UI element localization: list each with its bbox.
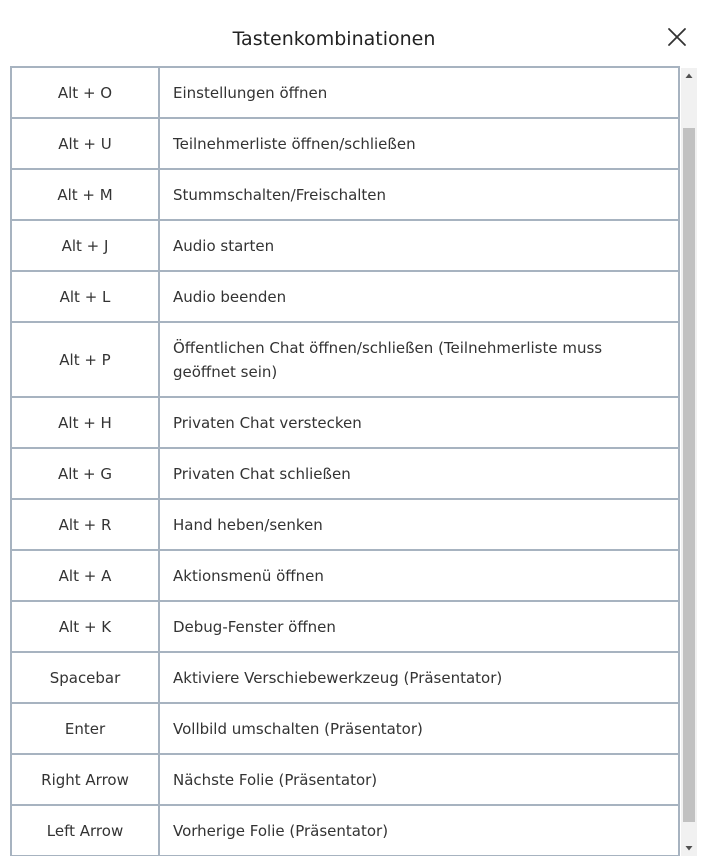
shortcut-function: Aktionsmenü öffnen [159,550,679,601]
shortcut-key: Alt + L [11,271,159,322]
shortcut-key: Alt + O [11,67,159,118]
scroll-thumb[interactable] [683,128,695,822]
shortcut-key: Spacebar [11,652,159,703]
table-row [11,550,679,601]
table-row [11,397,679,448]
table-row [11,220,679,271]
shortcut-key: Right Arrow [11,754,159,805]
scrollbar[interactable] [681,68,697,856]
shortcut-function: Teilnehmerliste öffnen/schließen [159,118,679,169]
shortcut-function: Audio beenden [159,271,679,322]
table-row [11,271,679,322]
scroll-down-button[interactable] [681,840,697,856]
table-row [11,652,679,703]
shortcut-key: Alt + P [11,322,159,397]
table-row [11,601,679,652]
table-row [11,448,679,499]
table-row [11,322,679,397]
shortcut-function: Debug-Fenster öffnen [159,601,679,652]
shortcut-function: Einstellungen öffnen [159,67,679,118]
shortcut-function: Hand heben/senken [159,499,679,550]
shortcut-function: Audio starten [159,220,679,271]
shortcut-key: Alt + A [11,550,159,601]
shortcut-key: Alt + J [11,220,159,271]
table-row [11,67,679,118]
shortcut-function: Vorherige Folie (Präsentator) [159,805,679,856]
shortcuts-table-viewport [10,66,680,856]
table-row [11,754,679,805]
modal-title: Tastenkombinationen [232,28,436,50]
shortcut-key: Left Arrow [11,805,159,856]
shortcut-key: Alt + G [11,448,159,499]
shortcut-function: Nächste Folie (Präsentator) [159,754,679,805]
shortcut-key: Alt + M [11,169,159,220]
table-row [11,118,679,169]
shortcut-function: Aktiviere Verschiebewerkzeug (Präsentator) [159,652,679,703]
shortcuts-table [10,66,680,856]
shortcut-key: Alt + R [11,499,159,550]
table-row [11,499,679,550]
triangle-up-icon [681,68,697,84]
shortcut-function: Vollbild umschalten (Präsentator) [159,703,679,754]
scroll-up-button[interactable] [681,68,697,84]
close-button[interactable] [664,24,690,50]
shortcut-key: Alt + H [11,397,159,448]
shortcut-function: Stummschalten/Freischalten [159,169,679,220]
close-icon [664,24,690,50]
shortcut-key: Enter [11,703,159,754]
table-row [11,703,679,754]
triangle-down-icon [681,840,697,856]
shortcut-function: Öffentlichen Chat öffnen/schließen (Teilnehmerliste muss geöffnet sein) [159,322,679,397]
shortcut-key: Alt + K [11,601,159,652]
table-row [11,805,679,856]
shortcut-function: Privaten Chat verstecken [159,397,679,448]
table-row [11,169,679,220]
shortcut-key: Alt + U [11,118,159,169]
shortcut-function: Privaten Chat schließen [159,448,679,499]
